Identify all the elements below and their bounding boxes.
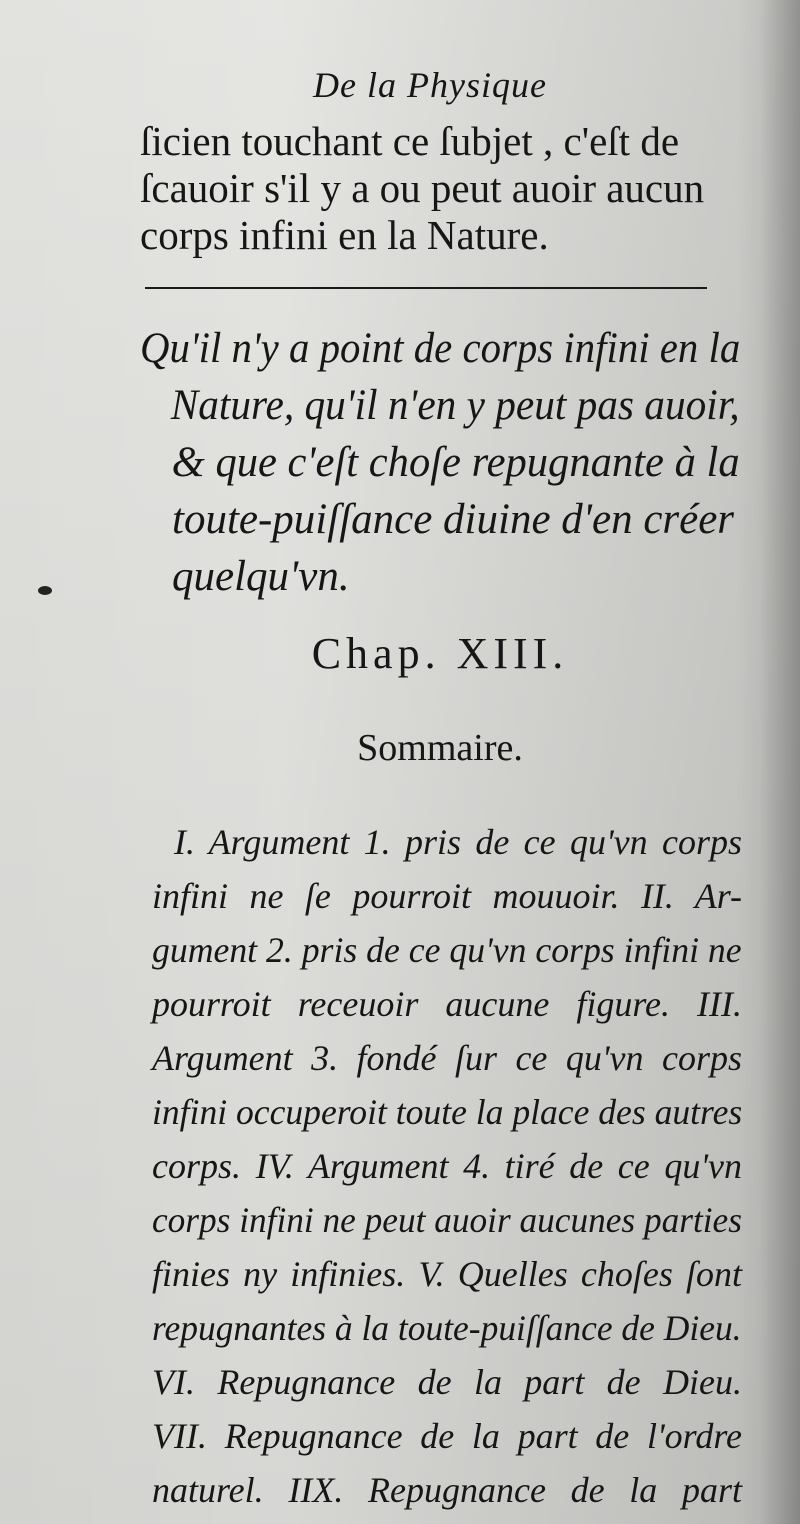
running-head: De la Physique xyxy=(313,65,547,105)
intro-line: ſicien touchant ce ſubjet , c'eſt de xyxy=(140,118,680,164)
intro-line: ſcauoir s'il y a ou peut auoir aucun xyxy=(140,165,705,211)
heading-line: Qu'il n'y a point de corps infini en la xyxy=(140,325,741,372)
summary-line: pourroit receuoir aucune figure. III. xyxy=(152,984,742,1024)
sommaire-title: Sommaire. xyxy=(357,727,523,769)
summary-line: Argument 3. fondé ſur ce qu'vn corps xyxy=(152,1038,742,1078)
heading-line: quelqu'vn. xyxy=(172,553,350,600)
ink-mark xyxy=(38,586,52,595)
intro-paragraph xyxy=(140,118,730,259)
section-heading xyxy=(140,320,740,605)
summary-line: infini occuperoit toute la place des autres xyxy=(152,1092,743,1132)
summary-line: naturel. IIX. Repugnance de la part xyxy=(152,1470,742,1510)
heading-line: toute-puiſſance diuine d'en créer xyxy=(172,496,735,543)
summary-line: VII. Repugnance de la part de l'ordre xyxy=(152,1416,742,1456)
summary-line: I. Argument 1. pris de ce qu'vn corps xyxy=(174,822,742,862)
summary-line: finies ny infinies. V. Quelles choſes ſont xyxy=(152,1254,742,1294)
chapter-title: Chap. XIII. xyxy=(311,629,569,678)
heading-line: Nature, qu'il n'en y peut pas auoir, xyxy=(170,382,740,429)
summary-paragraph xyxy=(152,815,742,1517)
heading-line: & que c'eſt choſe repugnante à la xyxy=(171,439,740,486)
summary-line: infini ne ſe pourroit mouuoir. II. Ar- xyxy=(152,876,742,916)
summary-line: gument 2. pris de ce qu'vn corps infini ne xyxy=(152,930,742,970)
section-rule xyxy=(145,287,707,289)
intro-line: corps infini en la Nature. xyxy=(140,212,549,258)
summary-line: VI. Repugnance de la part de Dieu. xyxy=(152,1362,742,1402)
summary-line: repugnantes à la toute-puiſſance de Dieu. xyxy=(152,1308,742,1348)
summary-line: corps. IV. Argument 4. tiré de ce qu'vn xyxy=(152,1146,742,1186)
summary-line: corps infini ne peut auoir aucunes parties xyxy=(152,1200,742,1240)
